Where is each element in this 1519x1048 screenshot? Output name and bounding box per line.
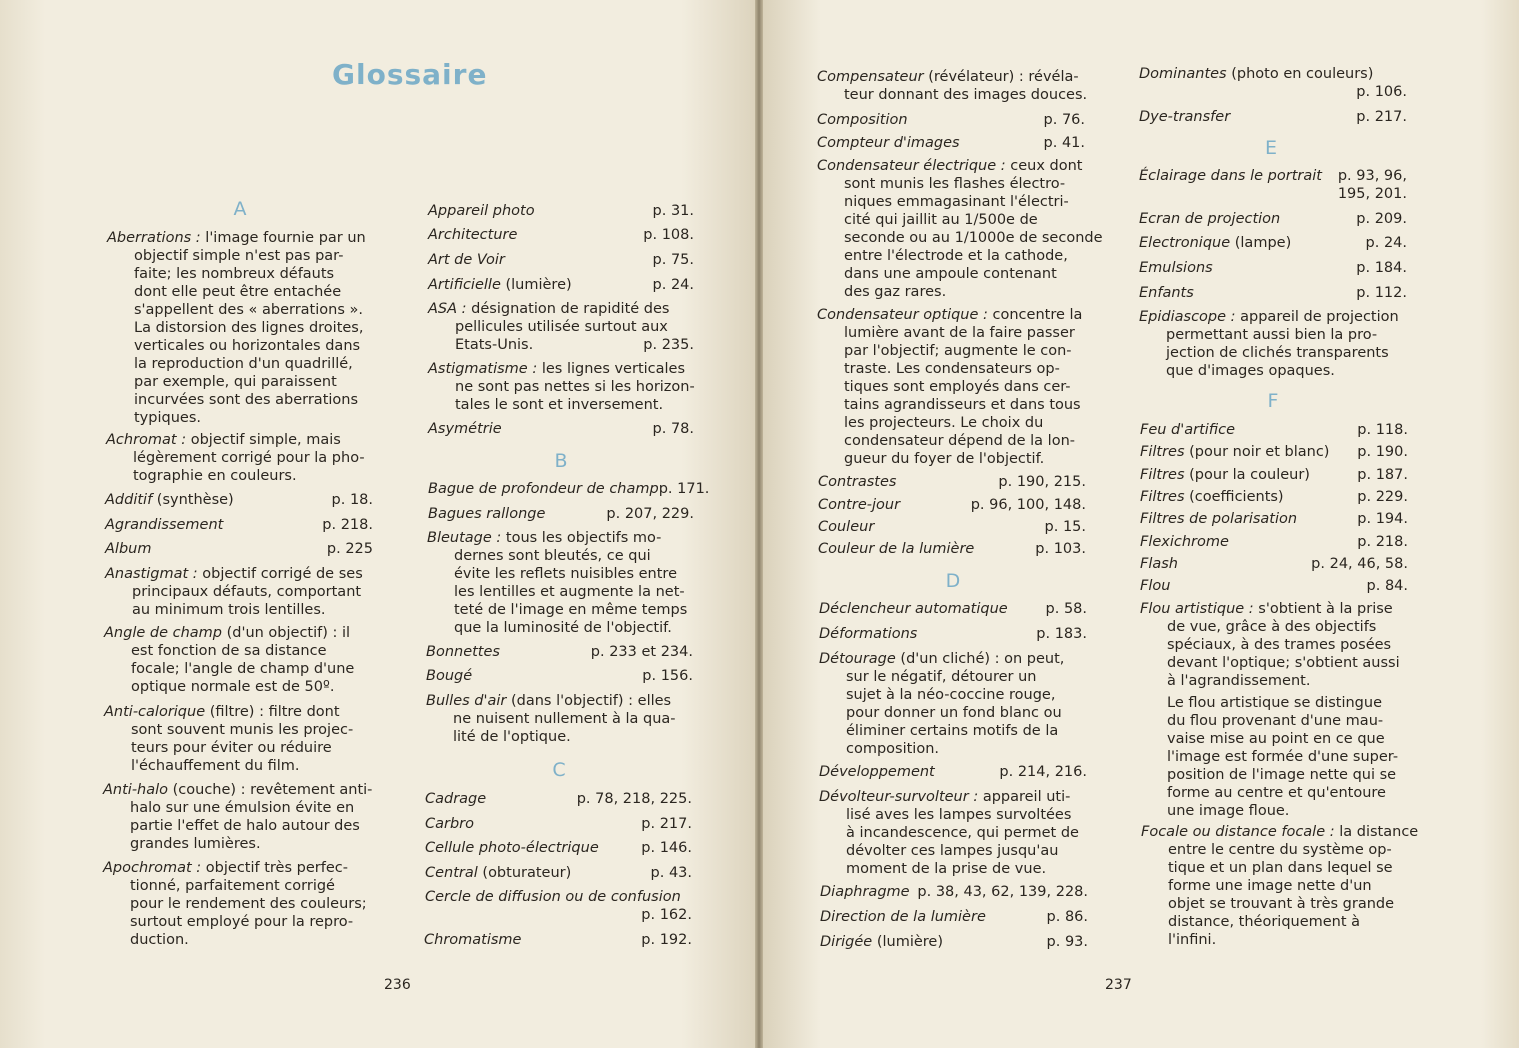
entry-bleutage: Bleutage : tous les objectifs mo- dernes sont bleutés, ce qui évite les reflets nuisibles entre les lentilles et augmente la net- teté de l'image en même temps que la luminosité de l'objectif. (427, 530, 688, 636)
entry-direction: Direction de la lumière p. 86. (820, 909, 1088, 925)
section-letter-a: A (233, 198, 247, 220)
entry-bague-profondeur: Bague de profondeur de champ p. 171. (428, 481, 710, 497)
entry-flash: Flash p. 24, 46, 58. (1140, 556, 1408, 572)
entry-artificielle: Artificielle (lumière) p. 24. (428, 277, 694, 293)
entry-electronique: Electronique (lampe) p. 24. (1139, 235, 1407, 251)
entry-condensateur-optique: Condensateur optique : concentre la lumière avant de la faire passer par l'objectif; augmente le con- traste. Les condensateurs op- tiques sont employés dans cer- tains agrandisseurs et dans tous les projecteurs. Le choix du condensateur dépend de la lon- gueur du foyer de l'objectif. (817, 307, 1083, 467)
entry-condensateur-electrique: Condensateur électrique : ceux dont sont munis les flashes électro- niques emmagasinant l'électri- cité qui jaillit au 1/500e de seconde ou au 1/1000e de seconde entre l'électrode et la cathode, dans une ampoule contenant des gaz rares. (817, 158, 1103, 300)
entry-detourage: Détourage (d'un cliché) : on peut, sur le négatif, détourer un sujet à la néo-coccine rouge, pour donner un fond blanc ou éliminer certains motifs de la composition. (819, 651, 1065, 757)
entry-dominantes: Dominantes (photo en couleurs) p. 106. (1139, 66, 1407, 100)
section-letter-f: F (1267, 390, 1279, 412)
entry-appareil-photo: Appareil photo p. 31. (428, 203, 694, 219)
entry-compensateur: Compensateur (révélateur) : révéla- teur donnant des images douces. (817, 69, 1088, 103)
entry-bagues-rallonge: Bagues rallonge p. 207, 229. (428, 506, 694, 522)
entry-additif: Additif (synthèse) p. 18. (105, 492, 373, 508)
entry-declencheur: Déclencheur automatique p. 58. (819, 601, 1087, 617)
entry-flexichrome: Flexichrome p. 218. (1140, 534, 1408, 550)
entry-central: Central (obturateur) p. 43. (425, 865, 692, 881)
entry-architecture: Architecture p. 108. (428, 227, 694, 243)
entry-aberrations: Aberrations : l'image fournie par un objectif simple n'est pas par- faite; les nombreux défauts dont elle peut être entachée s'appellent des « aberrations ». La distorsion des lignes droites, verticales ou horizontales dans la reproduction d'un quadrillé, par exemple, qui paraissent incurvées sont des aberrations typiques. (107, 230, 366, 426)
entry-carbro: Carbro p. 217. (425, 816, 692, 832)
entry-asymetrie: Asymétrie p. 78. (428, 421, 694, 437)
entry-cellule: Cellule photo-électrique p. 146. (425, 840, 692, 856)
book-gutter (755, 0, 763, 1048)
page-number-left: 236 (384, 977, 411, 993)
entry-astigmatisme: Astigmatisme : les lignes verticales ne sont pas nettes si les horizon- tales le sont et inversement. (428, 361, 695, 413)
entry-contre-jour: Contre-jour p. 96, 100, 148. (818, 497, 1086, 513)
section-letter-d: D (945, 570, 961, 592)
entry-apochromat: Apochromat : objectif très perfec- tionné, parfaitement corrigé pour le rendement des couleurs; surtout employé pour la repro- duction. (103, 860, 367, 948)
entry-couleur-lumiere: Couleur de la lumière p. 103. (818, 541, 1086, 557)
entry-eclairage: Éclairage dans le portrait p. 93, 96, 195, 201. (1139, 168, 1407, 202)
entry-compteur: Compteur d'images p. 41. (817, 135, 1085, 151)
entry-couleur: Couleur p. 15. (818, 519, 1086, 535)
entry-achromat: Achromat : objectif simple, mais légèrement corrigé pour la pho- tographie en couleurs. (106, 432, 365, 484)
entry-album: Album p. 225 (105, 541, 373, 557)
entry-cercle: Cercle de diffusion ou de confusion p. 162. (425, 889, 692, 923)
entry-developpement: Développement p. 214, 216. (819, 764, 1087, 780)
entry-filtres-coefficients: Filtres (coefficients) p. 229. (1140, 489, 1408, 505)
entry-feu-artifice: Feu d'artifice p. 118. (1140, 422, 1408, 438)
entry-filtres-noir-blanc: Filtres (pour noir et blanc) p. 190. (1140, 444, 1408, 460)
entry-asa: ASA : désignation de rapidité des pellicules utilisée surtout aux Etats-Unis. p. 235. (428, 301, 694, 353)
entry-flou-artistique: Flou artistique : s'obtient à la prise de vue, grâce à des objectifs spéciaux, à des trames posées devant l'optique; s'obtient aussi à l'agrandissement. Le flou artistique se distingue du flou provenant d'une mau- vaise mise au point en ce que l'image est formée d'une super- position de l'image nette qui se forme au centre et qu'entoure une image floue. (1140, 601, 1400, 819)
entry-contrastes: Contrastes p. 190, 215. (818, 474, 1086, 490)
entry-dirigee: Dirigée (lumière) p. 93. (820, 934, 1088, 950)
entry-devolteur: Dévolteur-survolteur : appareil uti- lisé aves les lampes survoltées à incandescence, qui permet de dévolter ces lampes jusqu'au moment de la prise de vue. (819, 789, 1079, 877)
entry-ecran: Ecran de projection p. 209. (1139, 211, 1407, 227)
entry-bulles-air: Bulles d'air (dans l'objectif) : elles ne nuisent nullement à la qua- lité de l'optique. (426, 693, 676, 745)
entry-deformations: Déformations p. 183. (819, 626, 1087, 642)
entry-agrandissement: Agrandissement p. 218. (105, 517, 373, 533)
section-letter-e: E (1264, 137, 1277, 159)
page-title: Glossaire (332, 58, 488, 91)
entry-flou: Flou p. 84. (1140, 578, 1408, 594)
entry-filtres-couleur: Filtres (pour la couleur) p. 187. (1140, 467, 1408, 483)
entry-chromatisme: Chromatisme p. 192. (424, 932, 692, 948)
entry-focale: Focale ou distance focale : la distance entre le centre du système op- tique et un plan dans lequel se forme une image nette d'un objet se trouvant à très grande distance, théoriquement à l'infini. (1141, 824, 1419, 948)
section-letter-b: B (554, 450, 568, 472)
section-letter-c: C (552, 759, 566, 781)
entry-dye-transfer: Dye-transfer p. 217. (1139, 109, 1407, 125)
page-number-right: 237 (1105, 977, 1132, 993)
entry-cadrage: Cadrage p. 78, 218, 225. (425, 791, 692, 807)
entry-emulsions: Emulsions p. 184. (1139, 260, 1407, 276)
entry-anti-calorique: Anti-calorique (filtre) : filtre dont sont souvent munis les projec- teurs pour éviter ou réduire l'échauffement du film. (104, 704, 354, 774)
entry-filtres-polarisation: Filtres de polarisation p. 194. (1140, 511, 1408, 527)
entry-composition: Composition p. 76. (817, 112, 1085, 128)
entry-anastigmat: Anastigmat : objectif corrigé de ses principaux défauts, comportant au minimum trois lentilles. (105, 566, 363, 618)
entry-art-de-voir: Art de Voir p. 75. (428, 252, 694, 268)
entry-anti-halo: Anti-halo (couche) : revêtement anti- halo sur une émulsion évite en partie l'effet de halo autour des grandes lumières. (103, 782, 373, 852)
entry-bouge: Bougé p. 156. (426, 668, 693, 684)
entry-bonnettes: Bonnettes p. 233 et 234. (426, 644, 693, 660)
entry-angle-de-champ: Angle de champ (d'un objectif) : il est fonction de sa distance focale; l'angle de champ d'une optique normale est de 50º. (104, 625, 355, 695)
entry-enfants: Enfants p. 112. (1139, 285, 1407, 301)
entry-diaphragme: Diaphragme p. 38, 43, 62, 139, 228. (820, 884, 1088, 900)
entry-epidiascope: Epidiascope : appareil de projection permettant aussi bien la pro- jection de clichés transparents que d'images opaques. (1139, 309, 1399, 379)
